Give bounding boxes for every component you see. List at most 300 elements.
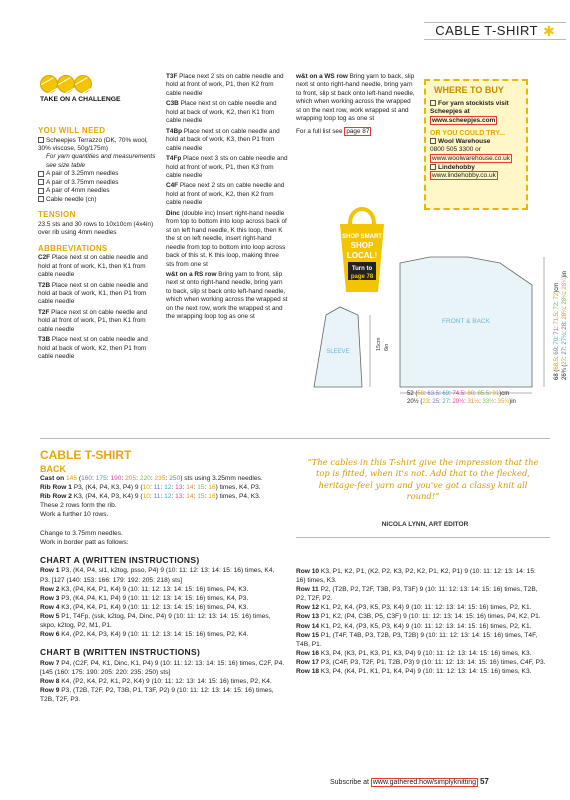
pattern-row bbox=[296, 603, 546, 612]
row-text: 4 bbox=[231, 585, 235, 593]
row-text: 2 bbox=[103, 678, 107, 686]
subscribe-link[interactable]: www.gathered.how/simplyknitting bbox=[372, 779, 476, 786]
row-text: , bbox=[329, 658, 333, 666]
row-text: 10 bbox=[130, 594, 138, 602]
row-text: 2 bbox=[409, 568, 414, 575]
abbreviation bbox=[38, 309, 156, 334]
row-text: ( bbox=[151, 678, 154, 686]
row-text: : bbox=[82, 669, 87, 677]
size-value: 13 bbox=[175, 484, 183, 492]
abbreviation-key: Dinc bbox=[166, 209, 180, 217]
row-text: ) bbox=[460, 568, 463, 575]
row-text: , P bbox=[378, 668, 387, 676]
need-item-text: A pair of 4mm needles bbox=[46, 187, 110, 195]
row-text: 2 bbox=[365, 586, 370, 594]
row-text: : bbox=[478, 586, 482, 594]
row-text: times, P bbox=[228, 678, 255, 686]
row-text: , K bbox=[389, 604, 398, 612]
size-value: : bbox=[182, 493, 187, 501]
shop-name bbox=[430, 138, 526, 147]
row-text: . bbox=[330, 595, 333, 603]
row-text: 12 bbox=[446, 649, 455, 657]
row-text: 16 bbox=[296, 577, 304, 585]
row-text: : bbox=[445, 631, 450, 639]
row-text: : bbox=[224, 659, 229, 667]
row-text: K bbox=[59, 631, 66, 639]
abbreviation-value: Place next st on cable needle and hold at back of work, K2, then K1 from cable needle bbox=[166, 100, 277, 125]
row-text: : bbox=[159, 594, 163, 602]
row-text: : bbox=[443, 668, 447, 676]
abbreviation-value: Place next 3 sts on cable needle and hold at front of work, P1, then K3 from cable needle bbox=[166, 155, 288, 179]
row-text: : bbox=[431, 604, 435, 612]
row-text: , K bbox=[329, 613, 338, 621]
row-text: P bbox=[75, 585, 80, 593]
row-text: , K bbox=[95, 594, 104, 602]
row-text: 3 bbox=[396, 586, 401, 594]
row-text: : bbox=[159, 603, 163, 611]
row-label: Row 15 bbox=[296, 631, 320, 639]
row-text: , bbox=[352, 622, 357, 630]
rib-row bbox=[40, 492, 286, 501]
size-value: 27 bbox=[561, 347, 568, 355]
row-text: K bbox=[346, 668, 352, 676]
row-label: Row 3 bbox=[40, 594, 60, 602]
row-text: 4 bbox=[300, 640, 304, 648]
row-text: , P bbox=[425, 568, 434, 575]
pull-quote: “The cables in this T-shirt give the impression that the top is fitted, when it's not. Add that to the flecked, heritage-feel yarn and you've got a classy knit all round!” bbox=[307, 457, 539, 502]
row-text: : bbox=[240, 687, 245, 695]
row-text: 2 bbox=[354, 586, 359, 594]
row-text: : bbox=[431, 622, 435, 630]
row-text: 15 bbox=[478, 658, 486, 666]
row-text: 12 bbox=[434, 622, 443, 630]
row-text: 15 bbox=[526, 568, 534, 575]
row-text: 1 bbox=[325, 604, 329, 612]
row-text: 10 bbox=[472, 568, 480, 575]
bag-line-5: page 78 bbox=[350, 274, 374, 280]
where-to-buy-box bbox=[424, 79, 528, 210]
row-text: 12 bbox=[445, 658, 453, 666]
star-icon: ✱ bbox=[543, 22, 555, 39]
size-value: : bbox=[561, 354, 568, 358]
size-value: ) times, P4, K3. bbox=[215, 493, 261, 501]
row-text: 3 bbox=[363, 613, 367, 621]
row-text: 16 bbox=[228, 659, 236, 667]
size-value: 20½ ( bbox=[407, 398, 423, 405]
row-text: , K bbox=[517, 604, 526, 612]
row-text: ( bbox=[411, 622, 414, 630]
row-text: , bbox=[69, 678, 73, 686]
row-text: 1 bbox=[535, 613, 539, 621]
row-text: K bbox=[319, 649, 326, 657]
row-text: , P bbox=[139, 659, 148, 667]
row-text: ( bbox=[356, 604, 359, 612]
row-text: 2 bbox=[326, 595, 331, 603]
row-text: B, P bbox=[124, 687, 138, 695]
row-text: , k bbox=[107, 567, 115, 575]
row-text: 3 bbox=[65, 567, 70, 575]
row-text: : bbox=[207, 687, 212, 695]
row-text: : bbox=[148, 631, 152, 639]
size-value: : bbox=[160, 484, 165, 492]
row-text: 3 bbox=[391, 613, 396, 621]
page-number: 57 bbox=[479, 777, 489, 786]
size-value: 72 bbox=[554, 302, 560, 310]
row-text: ) bbox=[156, 669, 159, 677]
row-text: 11 bbox=[173, 659, 181, 667]
size-value: : bbox=[165, 475, 170, 482]
row-text: 2 bbox=[374, 568, 379, 575]
row-text: 2 bbox=[514, 622, 518, 630]
row-text: 1 bbox=[137, 687, 141, 695]
row-text: , T bbox=[373, 631, 381, 639]
row-label: Row 16 bbox=[296, 649, 320, 657]
row-text: , P bbox=[95, 678, 104, 686]
scheepjes-link[interactable]: www.scheepjes.com bbox=[432, 117, 496, 125]
row-text: ( bbox=[160, 659, 163, 667]
row-text: 14 bbox=[173, 585, 182, 593]
row-text: 2 bbox=[311, 595, 316, 603]
size-value: 25 bbox=[432, 398, 440, 405]
row-text: , K bbox=[389, 622, 398, 630]
row-text: : bbox=[456, 586, 460, 594]
pattern-heading bbox=[40, 448, 131, 476]
row-text: 12 bbox=[493, 568, 501, 575]
cast-on bbox=[40, 474, 286, 483]
row-text: ( bbox=[173, 612, 176, 620]
row-text: 13 bbox=[162, 585, 171, 593]
abbreviations-heading: ABBREVIATIONS bbox=[38, 243, 108, 253]
row-text: P bbox=[358, 622, 363, 630]
row-text: 16 bbox=[492, 586, 501, 594]
row-text: 12 bbox=[151, 631, 160, 639]
need-item-text: Scheepjes Terrazzo (DK, 70% wool, 30% viscose, 50g/175m) bbox=[38, 136, 148, 152]
row-text: : bbox=[161, 678, 165, 686]
size-value: 28¼ bbox=[561, 277, 568, 290]
abbreviation-list-3 bbox=[296, 73, 416, 136]
row-text: 1 bbox=[386, 668, 390, 676]
row-text: , P bbox=[329, 649, 338, 657]
row-text: 4 bbox=[348, 604, 353, 612]
row-label: Row 9 bbox=[40, 687, 60, 695]
row-text: ) bbox=[118, 631, 121, 639]
row-text: 1 bbox=[135, 659, 139, 667]
abbreviation-key: T3B bbox=[38, 336, 51, 344]
pattern-line: Work in border patt as follows: bbox=[40, 538, 129, 546]
row-text: B, P bbox=[296, 586, 538, 603]
row-text: , bbox=[329, 631, 333, 639]
row-text: 205 bbox=[142, 576, 154, 584]
row-text: : bbox=[534, 568, 536, 575]
row-text: . bbox=[529, 604, 532, 612]
row-text: 3 bbox=[242, 603, 247, 611]
row-text: F, P bbox=[369, 658, 381, 666]
row-text: 4 bbox=[65, 659, 70, 667]
row-text: 3 bbox=[362, 604, 367, 612]
row-text: 2 bbox=[263, 659, 268, 667]
pattern-row bbox=[40, 612, 286, 630]
row-text: 10 bbox=[153, 678, 162, 686]
row-text: : bbox=[213, 659, 218, 667]
size-value: 190 bbox=[110, 475, 122, 482]
row-text: ) bbox=[415, 586, 418, 594]
abbreviation-value: Bring yarn to front, slip next st onto right-hand needle, bring yarn to back, slip st back onto left-hand needle, which when working across the wrapped st on the next row, work the wrapped st and the wrapping loop tog as one st bbox=[166, 270, 288, 321]
row-text: 9 bbox=[146, 678, 150, 686]
size-value: 16 bbox=[208, 484, 216, 492]
row-text: 153 bbox=[83, 576, 95, 584]
row-text: times, T bbox=[503, 631, 529, 639]
need-item-text: For yarn quantities and measurements see size table bbox=[46, 153, 156, 169]
row-text: 2 bbox=[444, 568, 449, 575]
checkbox-icon bbox=[38, 179, 44, 185]
row-text: 2 bbox=[380, 631, 385, 639]
size-value: 31½ bbox=[467, 398, 480, 405]
checkbox-icon bbox=[38, 137, 44, 143]
row-text: , bbox=[340, 649, 345, 657]
row-text: , Dinc, K bbox=[110, 659, 136, 667]
row-text: 16 bbox=[195, 631, 204, 639]
row-text: 3 bbox=[121, 687, 125, 695]
row-text: 14 bbox=[211, 567, 219, 575]
row-text: 14 bbox=[456, 604, 465, 612]
row-text: 12 bbox=[432, 613, 440, 621]
row-text: F bbox=[395, 613, 400, 621]
row-text: 10 bbox=[428, 631, 436, 639]
row-text: : bbox=[196, 567, 201, 575]
row-text: 4 bbox=[409, 649, 414, 657]
size-value: : bbox=[561, 289, 568, 293]
row-text: 10 bbox=[130, 631, 138, 639]
row-text: , K bbox=[517, 622, 526, 630]
size-value: 12 bbox=[164, 493, 172, 501]
row-text: , bbox=[364, 568, 368, 575]
row-text: 10 bbox=[410, 613, 419, 621]
abbreviation-value: (double inc) Insert right-hand needle from top to bottom into loop across back of st on left hand needle, K this loop, then K the st on left needle, insert right-hand needle from top to bottom into loop across back of this st, K this loop, making three sts from one st bbox=[166, 209, 287, 268]
size-value: )in bbox=[561, 271, 568, 278]
size-value: : bbox=[494, 398, 498, 405]
row-text: : bbox=[192, 603, 196, 611]
row-text: ) bbox=[251, 687, 255, 695]
footer bbox=[330, 777, 550, 788]
row-text: 11 bbox=[424, 622, 432, 630]
row-text: ( bbox=[128, 631, 131, 639]
row-text: 1 bbox=[386, 649, 390, 657]
size-value: 69 bbox=[554, 347, 560, 355]
row-text: 4 bbox=[76, 612, 81, 620]
pattern-row bbox=[296, 667, 546, 676]
row-text: : bbox=[439, 613, 444, 621]
row-text: 9 bbox=[160, 567, 164, 575]
row-text: , P bbox=[352, 568, 361, 575]
row-text: : bbox=[441, 658, 446, 666]
row-text: 1 bbox=[325, 622, 329, 630]
row-text: K bbox=[346, 649, 352, 657]
row-text: B, P bbox=[384, 631, 397, 639]
row-text: 10 bbox=[179, 687, 187, 695]
width-in bbox=[407, 399, 516, 407]
row-text: 4 bbox=[114, 631, 119, 639]
row-text: , P bbox=[401, 668, 410, 676]
row-text: ) bbox=[416, 631, 419, 639]
row-text: ) bbox=[203, 585, 206, 593]
size-value: : bbox=[449, 398, 453, 405]
checkbox-icon bbox=[38, 196, 44, 202]
row-text: 14 bbox=[456, 622, 465, 630]
challenge-label: TAKE ON A CHALLENGE bbox=[40, 96, 121, 103]
row-text: : bbox=[418, 613, 422, 621]
row-text: 16 bbox=[476, 613, 484, 621]
size-value: 69 bbox=[442, 391, 450, 397]
row-text: 16 bbox=[489, 658, 497, 666]
size-value: : bbox=[561, 304, 568, 308]
row-text: ) bbox=[498, 668, 501, 676]
row-text: times, T bbox=[40, 687, 274, 704]
row-text: ) bbox=[303, 577, 306, 585]
row-text: ) bbox=[412, 658, 415, 666]
row-text: ( bbox=[408, 613, 411, 621]
row-text: : bbox=[464, 604, 468, 612]
row-text: 14 bbox=[515, 568, 523, 575]
size-value: )cm bbox=[499, 391, 510, 397]
row-text: 3 bbox=[325, 568, 329, 575]
row-text: 4 bbox=[152, 567, 157, 575]
row-text: . [ bbox=[48, 576, 54, 584]
row-text: , P bbox=[329, 622, 338, 630]
row-label: Rib Row 1 bbox=[40, 484, 72, 492]
row-text: 4 bbox=[278, 659, 283, 667]
full-list-note: For a full list see page 87 bbox=[296, 127, 370, 135]
abbreviation-key: C4F bbox=[166, 182, 179, 190]
row-text: 3 bbox=[74, 696, 79, 704]
row-text: : bbox=[202, 659, 207, 667]
row-text: ) bbox=[501, 631, 504, 639]
shop-link[interactable]: www.woolwarehouse.co.uk bbox=[432, 155, 511, 162]
row-text: 9 bbox=[417, 668, 422, 676]
size-value: : bbox=[554, 354, 560, 358]
row-text: 3 bbox=[369, 631, 374, 639]
row-text: , Dinc, P bbox=[135, 612, 161, 620]
row-text: : bbox=[193, 678, 198, 686]
row-text: 9 bbox=[419, 586, 424, 594]
row-text: 1 bbox=[106, 622, 111, 630]
row-text: 2 bbox=[392, 658, 396, 666]
row-text: ( bbox=[425, 586, 428, 594]
size-value: : bbox=[204, 484, 209, 492]
row-text: : bbox=[182, 678, 187, 686]
row-text: ( bbox=[73, 585, 76, 593]
row-text: : bbox=[171, 678, 176, 686]
row-text: : bbox=[137, 631, 142, 639]
row-text: 12 bbox=[189, 567, 197, 575]
row-text: 10 bbox=[425, 668, 433, 676]
row-text: tog, P bbox=[114, 612, 132, 620]
row-text: 14 bbox=[173, 594, 182, 602]
row-text: 10 bbox=[130, 585, 138, 593]
pattern-left-column bbox=[40, 474, 286, 704]
page-link[interactable]: page 87 bbox=[346, 127, 370, 135]
row-text: 179 bbox=[112, 576, 124, 584]
row-text: : bbox=[94, 576, 99, 584]
row-text: : bbox=[420, 604, 425, 612]
size-value: 63.5 bbox=[427, 391, 440, 397]
row-text: times, C bbox=[237, 659, 264, 667]
row-text: , P bbox=[378, 649, 387, 657]
row-text: 16 bbox=[479, 622, 487, 630]
row-text: , T bbox=[358, 658, 366, 666]
row-text: P bbox=[75, 678, 80, 686]
row-text: 220 bbox=[115, 669, 127, 677]
row-text: , P bbox=[378, 622, 387, 630]
row-label: Row 12 bbox=[296, 604, 320, 612]
row-text: 218 bbox=[156, 576, 168, 584]
row-text: : bbox=[435, 631, 440, 639]
row-label: Rib Row 2 bbox=[40, 493, 72, 501]
row-text: 12 bbox=[151, 594, 160, 602]
row-text: ) bbox=[248, 612, 252, 620]
row-text: P bbox=[59, 687, 66, 695]
size-value: : bbox=[182, 484, 187, 492]
row-text: P bbox=[75, 631, 80, 639]
row-text: 14 bbox=[222, 687, 230, 695]
row-text: 3 bbox=[242, 585, 247, 593]
row-text: : bbox=[226, 612, 231, 620]
abbreviation-value: Bring yarn to back, slip next st onto right-hand needle, bring yarn to front, slip st back onto left-hand needle, which when working across the wrapped st on the next row, work wrapped st and wrapping loop tog as one st bbox=[296, 73, 415, 123]
row-text: F, P bbox=[267, 659, 279, 667]
row-text: , bbox=[328, 586, 333, 594]
row-text: ( bbox=[425, 631, 429, 639]
row-text: K bbox=[319, 622, 326, 630]
shop-link[interactable]: www.lindehobby.co.uk bbox=[432, 172, 496, 180]
row-text: 3 bbox=[397, 649, 402, 657]
row-text: 3 bbox=[103, 631, 107, 639]
row-text: sts] bbox=[169, 576, 183, 584]
row-text: 11 bbox=[436, 668, 443, 676]
row-text: 11 bbox=[434, 658, 442, 666]
row-text: 4 bbox=[338, 631, 343, 639]
page-title: CABLE T-SHIRT bbox=[435, 23, 539, 39]
row-text: 1 bbox=[94, 622, 99, 630]
row-text: , P bbox=[95, 603, 104, 611]
row-text: 4 bbox=[114, 594, 119, 602]
row-text: ( bbox=[66, 576, 69, 584]
row-text: 2 bbox=[44, 696, 48, 704]
abbreviation-list-2 bbox=[166, 73, 288, 324]
size-value: 13 bbox=[175, 493, 183, 501]
row-text: 11 bbox=[190, 687, 197, 695]
row-text: , P bbox=[83, 594, 92, 602]
size-value: 71.5 bbox=[554, 312, 560, 325]
row-text: . bbox=[543, 658, 546, 666]
need-item-text: A pair of 3.25mm needles bbox=[46, 170, 119, 178]
row-text: , P bbox=[354, 649, 363, 657]
row-text: 166 bbox=[98, 576, 110, 584]
pattern-row bbox=[40, 677, 286, 686]
row-text: : bbox=[500, 568, 505, 575]
row-text: 2 bbox=[337, 613, 341, 621]
row-text: 3 bbox=[351, 649, 355, 657]
row-text: : bbox=[111, 669, 116, 677]
row-text: 3 bbox=[396, 631, 401, 639]
row-text: : bbox=[181, 603, 185, 611]
row-text: 13 bbox=[186, 678, 194, 686]
size-value: : bbox=[439, 398, 443, 405]
row-text: , T bbox=[69, 612, 77, 620]
row-text: ) bbox=[118, 585, 121, 593]
size-value: 28 bbox=[561, 322, 568, 330]
row-text: 1 bbox=[325, 631, 329, 639]
row-text: 4 bbox=[147, 659, 151, 667]
row-text: : bbox=[485, 658, 490, 666]
